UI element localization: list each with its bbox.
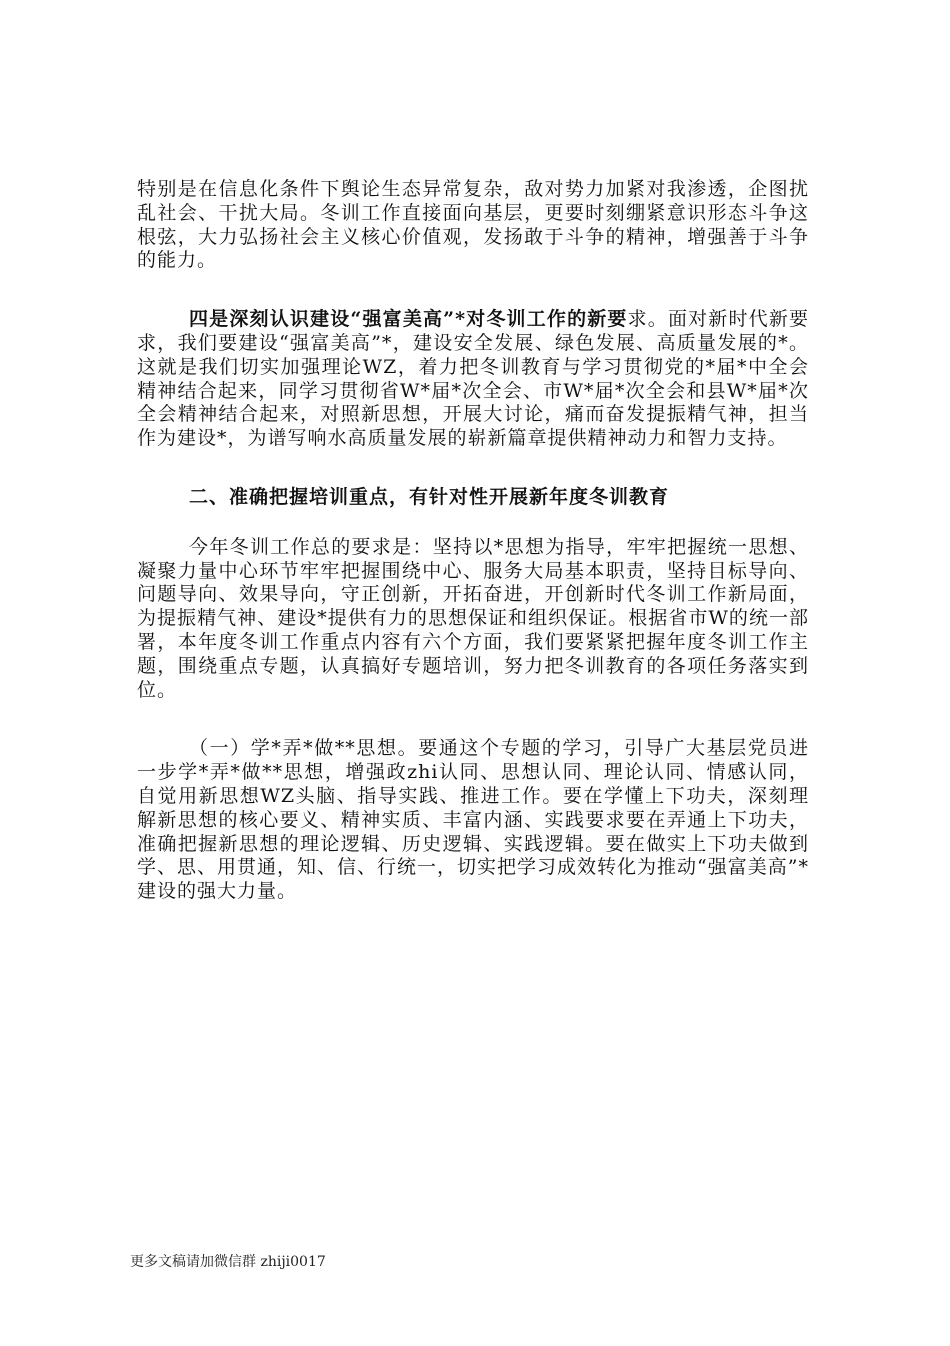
paragraph-winter-training-requirements: 今年冬训工作总的要求是：坚持以*思想为指导，牢牢把握统一思想、凝聚力量中心环节牢牢把握围绕中心、服务大局基本职责，坚持目标导向、问题导向、效果导向，守正创新，开拓奋进，开创新时代冬训工作新局面，为提振精气神、建设*提供有力的思想保证和组织保证。根据省市W的统一部署，本年度冬训工作重点内容有六个方面，我们要紧紧把握年度冬训工作主题，围绕重点专题，认真搞好专题培训，努力把冬训教育的各项任务落实到位。 (137, 535, 809, 701)
point-four-body: 求。面对新时代新要求，我们要建设“强富美高”*，建设安全发展、绿色发展、高质量发展的*。这就是我们切实加强理论WZ，着力把冬训教育与学习贯彻党的*届*中全会精神结合起来，同学习贯彻省W*届*次全会、市W*届*次全会和县W*届*次全会精神结合起来，对照新思想，开展大讨论，痛而奋发提振精气神，担当作为建设*，为谱写响水高质量发展的崭新篇章提供精神动力和智力支持。 (137, 308, 809, 450)
footer-note: 更多文稿请加微信群 zhiji0017 (130, 1254, 326, 1270)
paragraph-ideology-struggle: 特别是在信息化条件下舆论生态异常复杂，敌对势力加紧对我渗透，企图扰乱社会、干扰大局。冬训工作直接面向基层，更要时刻绷紧意识形态斗争这根弦，大力弘扬社会主义核心价值观，发扬敢于斗争的精神，增强善于斗争的能力。 (137, 178, 809, 272)
point-four-heading: 四是深刻认识建设“强富美高”*对冬训工作的新要 (189, 308, 628, 331)
document-body (137, 178, 809, 939)
paragraph-point-four (137, 308, 809, 451)
section-two-heading: 二、准确把握培训重点，有针对性开展新年度冬训教育 (189, 485, 670, 508)
paragraph-topic-one: （一）学*弄*做**思想。要通这个专题的学习，引导广大基层党员进一步学*弄*做**思想，增强政zhi认同、思想认同、理论认同、情感认同，自觉用新思想WZ头脑、指导实践、推进工作。要在学懂上下功夫，深刻理解新思想的核心要义、精神实质、丰富内涵、实践要求要在弄通上下功夫，准确把握新思想的理论逻辑、历史逻辑、实践逻辑。要在做实上下功夫做到学、思、用贯通，知、信、行统一，切实把学习成效转化为推动“强富美高”*建设的强大力量。 (137, 737, 809, 903)
